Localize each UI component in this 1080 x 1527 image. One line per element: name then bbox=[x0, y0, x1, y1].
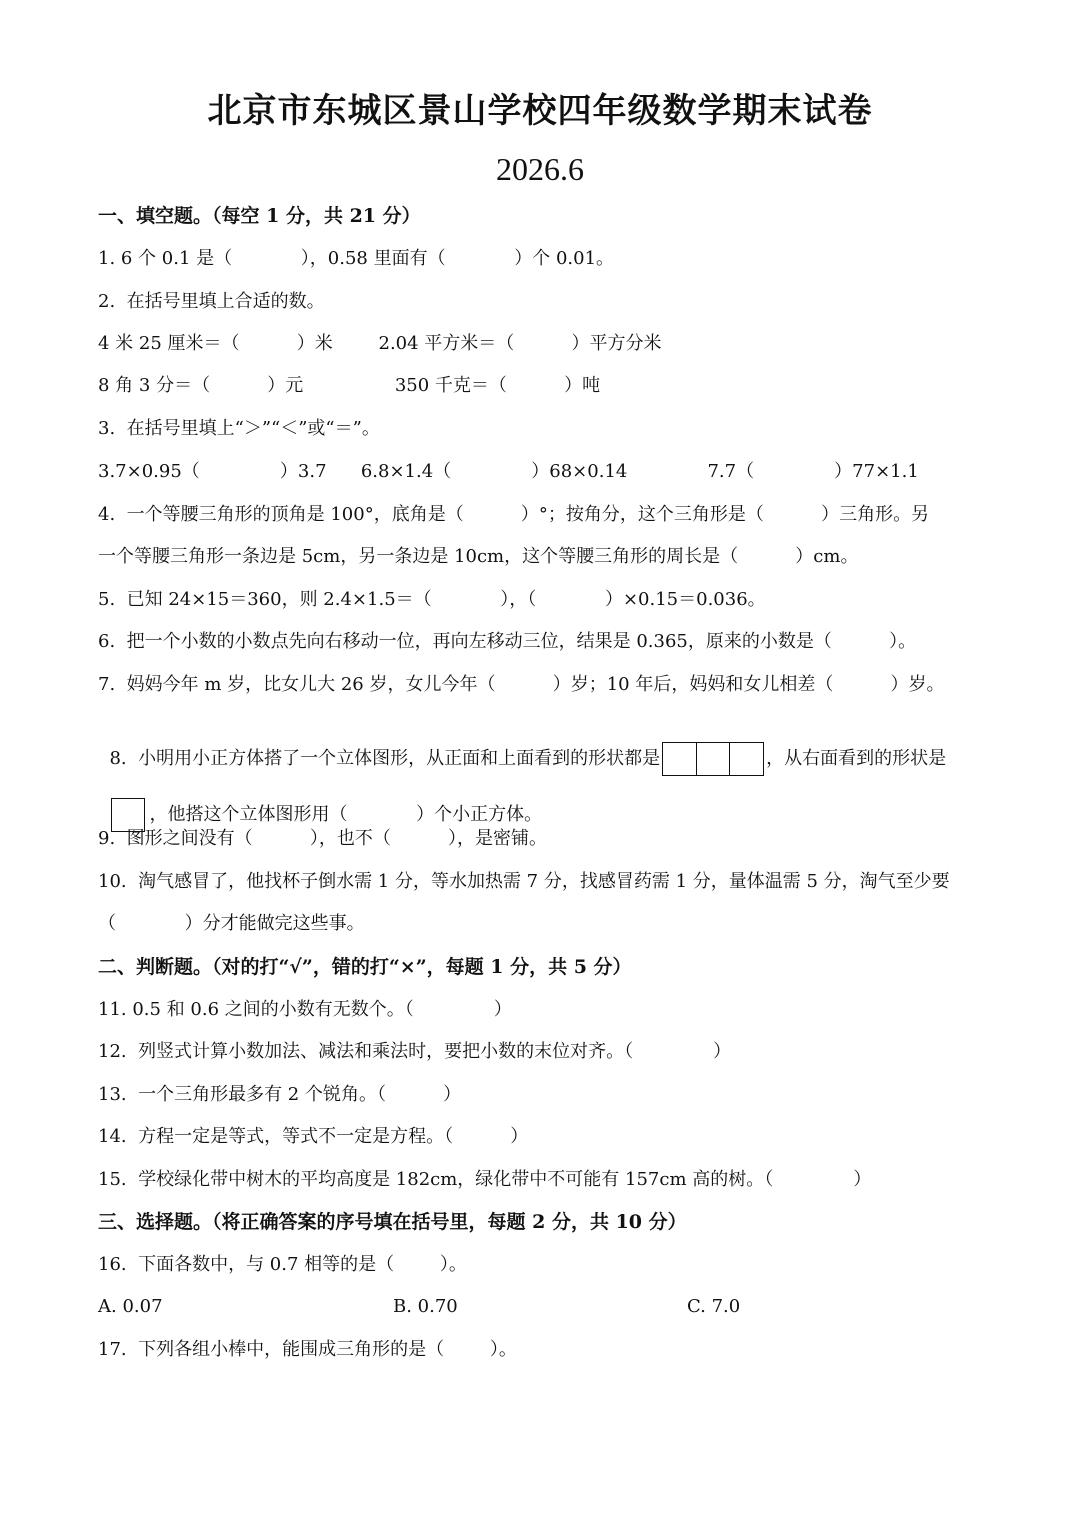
question-10-line-2: （ ）分才能做完这些事。 bbox=[98, 913, 365, 934]
question-13: 13. 一个三角形最多有 2 个锐角。（ ） bbox=[98, 1084, 462, 1105]
question-16-option-c: C. 7.0 bbox=[687, 1296, 741, 1317]
question-9: 9. 图形之间没有（ ），也不（ ），是密铺。 bbox=[98, 828, 548, 849]
section-heading-true-false: 二、判断题。（对的打“√”，错的打“×”，每题 1 分，共 5 分） bbox=[98, 956, 632, 978]
question-8-text-tail: ，从右面看到的形状是 bbox=[766, 748, 947, 769]
question-4-line-2: 一个等腰三角形一条边是 5cm，另一条边是 10cm，这个等腰三角形的周长是（ ）cm。 bbox=[98, 546, 859, 567]
question-16-option-b: B. 0.70 bbox=[393, 1296, 458, 1317]
question-2-row-a: 4 米 25 厘米＝（ ）米 2.04 平方米＝（ ）平方分米 bbox=[98, 333, 662, 354]
question-14: 14. 方程一定是等式，等式不一定是方程。（ ） bbox=[98, 1126, 529, 1147]
question-6: 6. 把一个小数的小数点先向右移动一位，再向左移动三位，结果是 0.365，原来的小数是（ ）。 bbox=[98, 631, 917, 652]
question-3-row: 3.7×0.95（ ）3.7 6.8×1.4（ ）68×0.14 7.7（ ）77×1.1 bbox=[98, 461, 919, 482]
question-8-line-1 bbox=[98, 716, 946, 776]
exam-date: 2026.6 bbox=[496, 151, 584, 187]
exam-title: 北京市东城区景山学校四年级数学期末试卷 bbox=[207, 91, 873, 131]
question-12: 12. 列竖式计算小数加法、减法和乘法时，要把小数的末位对齐。（ ） bbox=[98, 1041, 732, 1062]
question-8-text: 8. 小明用小正方体搭了一个立体图形，从正面和上面看到的形状都是 bbox=[109, 748, 661, 769]
question-2: 2. 在括号里填上合适的数。 bbox=[98, 291, 325, 312]
question-8-text-2: ，他搭这个立体图形用（ ）个小正方体。 bbox=[149, 804, 543, 825]
question-3: 3. 在括号里填上“＞”“＜”或“＝”。 bbox=[98, 418, 380, 439]
section-heading-fill-blank: 一、填空题。（每空 1 分，共 21 分） bbox=[98, 205, 421, 227]
question-16: 16. 下面各数中，与 0.7 相等的是（ ）。 bbox=[98, 1254, 467, 1275]
question-8-line-2 bbox=[100, 772, 542, 832]
question-15: 15. 学校绿化带中树木的平均高度是 182cm，绿化带中不可能有 157cm 高的树。（ ） bbox=[98, 1169, 872, 1190]
question-7: 7. 妈妈今年 m 岁，比女儿大 26 岁，女儿今年（ ）岁；10 年后，妈妈和女儿相差（ ）岁。 bbox=[98, 674, 945, 695]
question-17: 17. 下列各组小棒中，能围成三角形的是（ ）。 bbox=[98, 1339, 517, 1360]
section-heading-multiple-choice: 三、选择题。（将正确答案的序号填在括号里，每题 2 分，共 10 分） bbox=[98, 1211, 687, 1233]
question-5: 5. 已知 24×15＝360，则 2.4×1.5＝（ ），（ ）×0.15＝0.036。 bbox=[98, 589, 766, 610]
question-16-option-a: A. 0.07 bbox=[98, 1296, 163, 1317]
question-2-row-b: 8 角 3 分＝（ ）元 350 千克＝（ ）吨 bbox=[98, 375, 601, 396]
question-1: 1. 6 个 0.1 是（ ），0.58 里面有（ ）个 0.01。 bbox=[98, 248, 615, 269]
question-10-line-1: 10. 淘气感冒了，他找杯子倒水需 1 分，等水加热需 7 分，找感冒药需 1 分，量体温需 5 分，淘气至少要 bbox=[98, 871, 950, 892]
question-11: 11. 0.5 和 0.6 之间的小数有无数个。（ ） bbox=[98, 999, 512, 1020]
question-4-line-1: 4. 一个等腰三角形的顶角是 100°，底角是（ ）°；按角分，这个三角形是（ ）三角形。另 bbox=[98, 504, 930, 525]
three-square-view-figure bbox=[662, 742, 764, 776]
